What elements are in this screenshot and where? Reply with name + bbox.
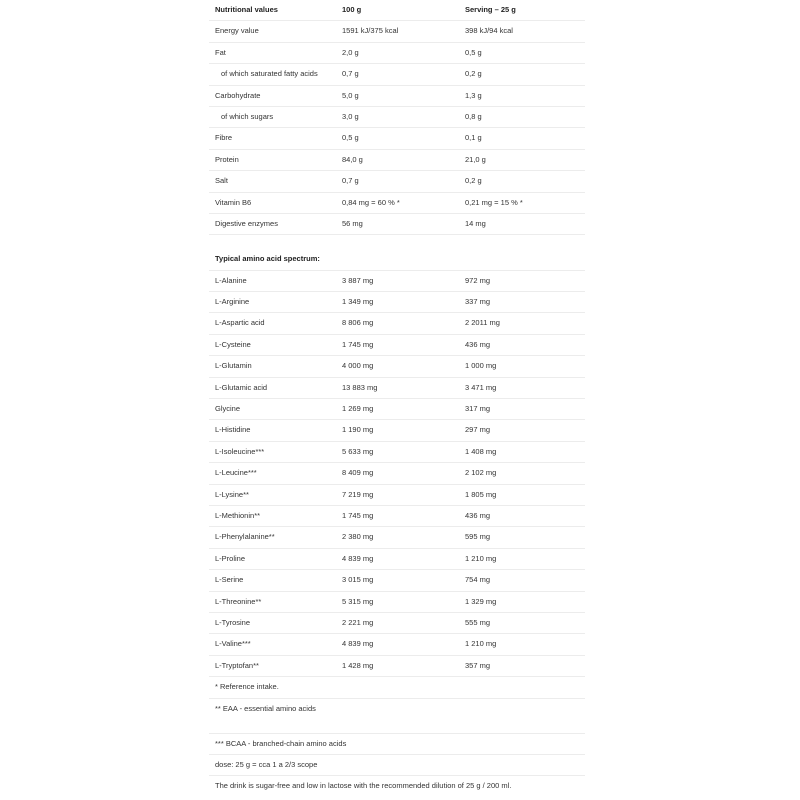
row-per100-value: 8 409 mg <box>342 468 374 478</box>
row-per100-value: 7 219 mg <box>342 489 374 499</box>
row-serving-value: 595 mg <box>465 532 491 542</box>
row-serving-value: 1 210 mg <box>465 553 497 563</box>
amino-row <box>209 570 585 591</box>
table-header-row <box>209 0 585 21</box>
note-bcaa: *** BCAA - branched-chain amino acids <box>215 738 347 748</box>
note-dose-row <box>209 755 585 776</box>
row-name: L-Histidine <box>215 425 251 435</box>
row-per100-value: 3,0 g <box>342 111 359 121</box>
row-per100-value: 0,7 g <box>342 69 359 79</box>
row-name: L-Methionin** <box>215 510 261 520</box>
row-per100-value: 2 380 mg <box>342 532 374 542</box>
row-per100-value: 1 349 mg <box>342 297 374 307</box>
row-serving-value: 436 mg <box>465 510 491 520</box>
row-serving-value: 337 mg <box>465 297 491 307</box>
row-name: Energy value <box>215 26 259 36</box>
amino-row <box>209 656 585 677</box>
amino-row <box>209 271 585 292</box>
amino-row <box>209 356 585 377</box>
amino-row <box>209 335 585 356</box>
row-name: L-Cysteine <box>215 339 251 349</box>
row-serving-value: 0,1 g <box>465 133 482 143</box>
nutrition-row <box>209 171 585 192</box>
row-per100-value: 1 745 mg <box>342 510 374 520</box>
note-dose: dose: 25 g = cca 1 a 2/3 scope <box>215 759 318 769</box>
row-per100-value: 13 883 mg <box>342 382 378 392</box>
row-per100-value: 0,84 mg = 60 % * <box>342 197 400 207</box>
row-serving-value: 357 mg <box>465 660 491 670</box>
row-serving-value: 1 210 mg <box>465 639 497 649</box>
row-per100-value: 3 887 mg <box>342 275 374 285</box>
row-serving-value: 297 mg <box>465 425 491 435</box>
row-serving-value: 2 102 mg <box>465 468 497 478</box>
row-serving-value: 3 471 mg <box>465 382 497 392</box>
row-per100-value: 5 315 mg <box>342 596 374 606</box>
row-name: Vitamin B6 <box>215 197 252 207</box>
row-serving-value: 14 mg <box>465 218 486 228</box>
amino-row <box>209 420 585 441</box>
nutrition-row <box>209 64 585 85</box>
row-per100-value: 1591 kJ/375 kcal <box>342 26 399 36</box>
row-name: L-Valine*** <box>215 639 251 649</box>
header-per100: 100 g <box>342 5 362 14</box>
row-name: Fat <box>215 47 226 57</box>
note-bcaa-row <box>209 734 585 755</box>
row-serving-value: 1,3 g <box>465 90 482 100</box>
row-serving-value: 0,21 mg = 15 % * <box>465 197 523 207</box>
row-serving-value: 0,5 g <box>465 47 482 57</box>
row-name: Carbohydrate <box>215 90 261 100</box>
row-name: of which sugars <box>221 111 274 121</box>
row-name: Fibre <box>215 133 233 143</box>
amino-row <box>209 378 585 399</box>
amino-section-title: Typical amino acid spectrum: <box>215 254 320 264</box>
nutrition-table <box>209 0 585 798</box>
row-serving-value: 1 329 mg <box>465 596 497 606</box>
amino-row <box>209 292 585 313</box>
row-serving-value: 2 2011 mg <box>465 318 500 328</box>
nutrition-rows <box>209 21 585 235</box>
amino-row <box>209 485 585 506</box>
nutrition-row <box>209 107 585 128</box>
row-name: L-Phenylalanine** <box>215 532 275 542</box>
amino-section-title-row <box>209 249 585 270</box>
row-serving-value: 754 mg <box>465 575 491 585</box>
row-per100-value: 1 269 mg <box>342 404 374 414</box>
row-per100-value: 56 mg <box>342 218 363 228</box>
row-per100-value: 3 015 mg <box>342 575 374 585</box>
amino-row <box>209 399 585 420</box>
row-per100-value: 4 000 mg <box>342 361 374 371</box>
row-per100-value: 2 221 mg <box>342 617 374 627</box>
row-per100-value: 1 745 mg <box>342 339 374 349</box>
nutrition-row <box>209 150 585 171</box>
note-eaa-row <box>209 699 585 722</box>
row-name: Digestive enzymes <box>215 218 278 228</box>
row-name: L-Threonine** <box>215 596 262 606</box>
row-name: L-Alanine <box>215 275 247 285</box>
row-serving-value: 1 805 mg <box>465 489 497 499</box>
row-serving-value: 317 mg <box>465 404 491 414</box>
row-per100-value: 8 806 mg <box>342 318 374 328</box>
row-per100-value: 5 633 mg <box>342 446 374 456</box>
row-name: L-Leucine*** <box>215 468 257 478</box>
row-per100-value: 1 428 mg <box>342 660 374 670</box>
amino-rows <box>209 271 585 677</box>
amino-row <box>209 442 585 463</box>
row-per100-value: 0,7 g <box>342 176 359 186</box>
row-per100-value: 5,0 g <box>342 90 359 100</box>
row-per100-value: 2,0 g <box>342 47 359 57</box>
row-name: Glycine <box>215 404 241 414</box>
row-per100-value: 4 839 mg <box>342 553 374 563</box>
row-name: L-Tryptofan** <box>215 660 259 670</box>
row-serving-value: 21,0 g <box>465 154 486 164</box>
row-serving-value: 1 000 mg <box>465 361 497 371</box>
row-serving-value: 0,2 g <box>465 176 482 186</box>
note-drink: The drink is sugar-free and low in lactose with the recommended dilution of 25 g / 200 ml. <box>215 781 512 791</box>
note-reference-row <box>209 677 585 698</box>
amino-row <box>209 527 585 548</box>
row-per100-value: 1 190 mg <box>342 425 374 435</box>
row-name: Salt <box>215 176 228 186</box>
nutrition-row <box>209 193 585 214</box>
row-name: L-Lysine** <box>215 489 249 499</box>
row-serving-value: 1 408 mg <box>465 446 497 456</box>
note-drink-row <box>209 776 585 797</box>
row-serving-value: 0,2 g <box>465 69 482 79</box>
row-name: L-Glutamin <box>215 361 252 371</box>
row-name: L-Proline <box>215 553 246 563</box>
amino-row <box>209 634 585 655</box>
row-name: Protein <box>215 154 239 164</box>
row-name: L-Tyrosine <box>215 617 251 627</box>
row-per100-value: 84,0 g <box>342 154 363 164</box>
row-serving-value: 0,8 g <box>465 111 482 121</box>
spacer-2 <box>209 722 585 734</box>
nutrition-row <box>209 21 585 42</box>
row-name: of which saturated fatty acids <box>221 69 318 79</box>
header-name: Nutritional values <box>215 5 278 14</box>
amino-row <box>209 592 585 613</box>
nutrition-row <box>209 86 585 107</box>
row-name: L-Serine <box>215 575 244 585</box>
nutrition-row <box>209 214 585 235</box>
spacer <box>209 235 585 249</box>
row-name: L-Glutamic acid <box>215 382 268 392</box>
nutrition-row <box>209 43 585 64</box>
note-reference: * Reference intake. <box>215 682 279 692</box>
amino-row <box>209 313 585 334</box>
amino-row <box>209 506 585 527</box>
row-serving-value: 436 mg <box>465 339 491 349</box>
row-serving-value: 555 mg <box>465 617 491 627</box>
row-name: L-Isoleucine*** <box>215 446 265 456</box>
row-per100-value: 0,5 g <box>342 133 359 143</box>
note-eaa: ** EAA - essential amino acids <box>215 703 316 713</box>
amino-row <box>209 463 585 484</box>
nutrition-row <box>209 128 585 149</box>
row-name: L-Arginine <box>215 297 250 307</box>
row-serving-value: 972 mg <box>465 275 491 285</box>
amino-row <box>209 613 585 634</box>
row-per100-value: 4 839 mg <box>342 639 374 649</box>
header-serving: Serving – 25 g <box>465 5 516 14</box>
row-name: L-Aspartic acid <box>215 318 265 328</box>
amino-row <box>209 549 585 570</box>
row-serving-value: 398 kJ/94 kcal <box>465 26 513 36</box>
